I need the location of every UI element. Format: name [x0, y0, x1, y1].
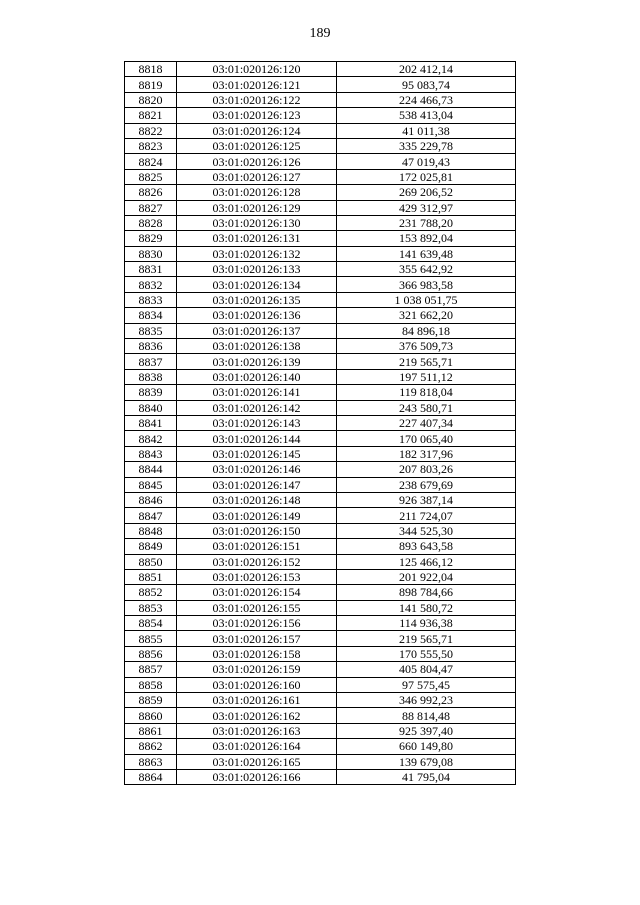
table-row: [125, 754, 516, 769]
value-cell: 926 387,14: [337, 492, 516, 507]
row-number-cell: 8831: [125, 262, 177, 277]
cadastral-number-cell: 03:01:020126:142: [177, 400, 337, 415]
value-cell: 346 992,23: [337, 693, 516, 708]
row-number-cell: 8828: [125, 215, 177, 230]
cadastral-number-cell: 03:01:020126:141: [177, 385, 337, 400]
row-number-cell: 8836: [125, 339, 177, 354]
cadastral-number-cell: 03:01:020126:143: [177, 415, 337, 430]
table-row: [125, 431, 516, 446]
cadastral-number-cell: 03:01:020126:124: [177, 123, 337, 138]
value-cell: 170 555,50: [337, 646, 516, 661]
cadastral-number-cell: 03:01:020126:150: [177, 523, 337, 538]
table-row: [125, 723, 516, 738]
row-number-cell: 8851: [125, 569, 177, 584]
row-number-cell: 8827: [125, 200, 177, 215]
value-cell: 355 642,92: [337, 262, 516, 277]
value-cell: 141 639,48: [337, 246, 516, 261]
table-row: [125, 523, 516, 538]
cadastral-number-cell: 03:01:020126:134: [177, 277, 337, 292]
cadastral-number-cell: 03:01:020126:130: [177, 215, 337, 230]
cadastral-number-cell: 03:01:020126:158: [177, 646, 337, 661]
row-number-cell: 8823: [125, 138, 177, 153]
value-cell: 207 803,26: [337, 462, 516, 477]
cadastral-number-cell: 03:01:020126:136: [177, 308, 337, 323]
row-number-cell: 8833: [125, 292, 177, 307]
cadastral-number-cell: 03:01:020126:154: [177, 585, 337, 600]
cadastral-number-cell: 03:01:020126:135: [177, 292, 337, 307]
value-cell: 197 511,12: [337, 369, 516, 384]
table-row: [125, 708, 516, 723]
value-cell: 153 892,04: [337, 231, 516, 246]
cadastral-number-cell: 03:01:020126:120: [177, 62, 337, 77]
row-number-cell: 8838: [125, 369, 177, 384]
row-number-cell: 8825: [125, 169, 177, 184]
row-number-cell: 8830: [125, 246, 177, 261]
value-cell: 243 580,71: [337, 400, 516, 415]
value-cell: 224 466,73: [337, 92, 516, 107]
row-number-cell: 8839: [125, 385, 177, 400]
value-cell: 139 679,08: [337, 754, 516, 769]
cadastral-number-cell: 03:01:020126:151: [177, 539, 337, 554]
cadastral-number-cell: 03:01:020126:138: [177, 339, 337, 354]
table-row: [125, 215, 516, 230]
value-cell: 41 795,04: [337, 769, 516, 784]
cadastral-number-cell: 03:01:020126:125: [177, 138, 337, 153]
table-row: [125, 600, 516, 615]
row-number-cell: 8821: [125, 108, 177, 123]
table-row: [125, 769, 516, 784]
table-row: [125, 200, 516, 215]
row-number-cell: 8858: [125, 677, 177, 692]
cadastral-number-cell: 03:01:020126:155: [177, 600, 337, 615]
table-row: [125, 554, 516, 569]
row-number-cell: 8818: [125, 62, 177, 77]
row-number-cell: 8852: [125, 585, 177, 600]
table-row: [125, 62, 516, 77]
value-cell: 170 065,40: [337, 431, 516, 446]
cadastral-number-cell: 03:01:020126:147: [177, 477, 337, 492]
value-cell: 893 643,58: [337, 539, 516, 554]
row-number-cell: 8854: [125, 616, 177, 631]
value-cell: 125 466,12: [337, 554, 516, 569]
value-cell: 95 083,74: [337, 77, 516, 92]
cadastral-number-cell: 03:01:020126:131: [177, 231, 337, 246]
row-number-cell: 8860: [125, 708, 177, 723]
table-row: [125, 123, 516, 138]
table-row: [125, 308, 516, 323]
row-number-cell: 8853: [125, 600, 177, 615]
value-cell: 182 317,96: [337, 446, 516, 461]
row-number-cell: 8834: [125, 308, 177, 323]
row-number-cell: 8863: [125, 754, 177, 769]
cadastral-number-cell: 03:01:020126:152: [177, 554, 337, 569]
row-number-cell: 8848: [125, 523, 177, 538]
value-cell: 211 724,07: [337, 508, 516, 523]
value-cell: 97 575,45: [337, 677, 516, 692]
table-row: [125, 739, 516, 754]
table-row: [125, 108, 516, 123]
value-cell: 47 019,43: [337, 154, 516, 169]
cadastral-number-cell: 03:01:020126:163: [177, 723, 337, 738]
table-row: [125, 569, 516, 584]
table-row: [125, 292, 516, 307]
table-row: [125, 77, 516, 92]
cadastral-number-cell: 03:01:020126:159: [177, 662, 337, 677]
row-number-cell: 8819: [125, 77, 177, 92]
cadastral-number-cell: 03:01:020126:128: [177, 185, 337, 200]
row-number-cell: 8843: [125, 446, 177, 461]
value-cell: 321 662,20: [337, 308, 516, 323]
table-row: [125, 138, 516, 153]
cadastral-number-cell: 03:01:020126:156: [177, 616, 337, 631]
table-row: [125, 92, 516, 107]
table-row: [125, 277, 516, 292]
page-number: 189: [309, 26, 331, 41]
cadastral-number-cell: 03:01:020126:127: [177, 169, 337, 184]
registry-table-body: [125, 62, 516, 785]
table-row: [125, 354, 516, 369]
table-row: [125, 539, 516, 554]
table-row: [125, 246, 516, 261]
value-cell: 41 011,38: [337, 123, 516, 138]
table-row: [125, 585, 516, 600]
cadastral-number-cell: 03:01:020126:165: [177, 754, 337, 769]
row-number-cell: 8859: [125, 693, 177, 708]
row-number-cell: 8847: [125, 508, 177, 523]
table-row: [125, 415, 516, 430]
row-number-cell: 8862: [125, 739, 177, 754]
value-cell: 119 818,04: [337, 385, 516, 400]
table-row: [125, 323, 516, 338]
row-number-cell: 8829: [125, 231, 177, 246]
row-number-cell: 8864: [125, 769, 177, 784]
table-row: [125, 646, 516, 661]
row-number-cell: 8844: [125, 462, 177, 477]
value-cell: 141 580,72: [337, 600, 516, 615]
table-row: [125, 339, 516, 354]
cadastral-number-cell: 03:01:020126:129: [177, 200, 337, 215]
value-cell: 1 038 051,75: [337, 292, 516, 307]
value-cell: 114 936,38: [337, 616, 516, 631]
row-number-cell: 8841: [125, 415, 177, 430]
value-cell: 405 804,47: [337, 662, 516, 677]
row-number-cell: 8857: [125, 662, 177, 677]
cadastral-number-cell: 03:01:020126:162: [177, 708, 337, 723]
row-number-cell: 8846: [125, 492, 177, 507]
value-cell: 335 229,78: [337, 138, 516, 153]
row-number-cell: 8822: [125, 123, 177, 138]
cadastral-number-cell: 03:01:020126:160: [177, 677, 337, 692]
row-number-cell: 8855: [125, 631, 177, 646]
value-cell: 269 206,52: [337, 185, 516, 200]
table-row: [125, 262, 516, 277]
cadastral-number-cell: 03:01:020126:164: [177, 739, 337, 754]
cadastral-number-cell: 03:01:020126:139: [177, 354, 337, 369]
row-number-cell: 8840: [125, 400, 177, 415]
row-number-cell: 8849: [125, 539, 177, 554]
cadastral-number-cell: 03:01:020126:153: [177, 569, 337, 584]
cadastral-number-cell: 03:01:020126:121: [177, 77, 337, 92]
table-row: [125, 662, 516, 677]
value-cell: 429 312,97: [337, 200, 516, 215]
value-cell: 660 149,80: [337, 739, 516, 754]
row-number-cell: 8824: [125, 154, 177, 169]
cadastral-number-cell: 03:01:020126:140: [177, 369, 337, 384]
row-number-cell: 8861: [125, 723, 177, 738]
value-cell: 219 565,71: [337, 354, 516, 369]
cadastral-number-cell: 03:01:020126:132: [177, 246, 337, 261]
row-number-cell: 8837: [125, 354, 177, 369]
cadastral-number-cell: 03:01:020126:145: [177, 446, 337, 461]
value-cell: 231 788,20: [337, 215, 516, 230]
cadastral-number-cell: 03:01:020126:148: [177, 492, 337, 507]
table-row: [125, 385, 516, 400]
value-cell: 227 407,34: [337, 415, 516, 430]
table-row: [125, 185, 516, 200]
cadastral-number-cell: 03:01:020126:157: [177, 631, 337, 646]
row-number-cell: 8856: [125, 646, 177, 661]
table-row: [125, 462, 516, 477]
value-cell: 84 896,18: [337, 323, 516, 338]
value-cell: 88 814,48: [337, 708, 516, 723]
value-cell: 925 397,40: [337, 723, 516, 738]
row-number-cell: 8842: [125, 431, 177, 446]
row-number-cell: 8826: [125, 185, 177, 200]
cadastral-number-cell: 03:01:020126:123: [177, 108, 337, 123]
table-row: [125, 400, 516, 415]
table-row: [125, 231, 516, 246]
value-cell: 172 025,81: [337, 169, 516, 184]
value-cell: 366 983,58: [337, 277, 516, 292]
row-number-cell: 8820: [125, 92, 177, 107]
table-row: [125, 492, 516, 507]
value-cell: 538 413,04: [337, 108, 516, 123]
cadastral-number-cell: 03:01:020126:133: [177, 262, 337, 277]
value-cell: 376 509,73: [337, 339, 516, 354]
table-row: [125, 169, 516, 184]
table-row: [125, 508, 516, 523]
value-cell: 202 412,14: [337, 62, 516, 77]
cadastral-number-cell: 03:01:020126:137: [177, 323, 337, 338]
value-cell: 201 922,04: [337, 569, 516, 584]
cadastral-number-cell: 03:01:020126:144: [177, 431, 337, 446]
cadastral-number-cell: 03:01:020126:122: [177, 92, 337, 107]
table-row: [125, 631, 516, 646]
value-cell: 344 525,30: [337, 523, 516, 538]
table-row: [125, 616, 516, 631]
row-number-cell: 8832: [125, 277, 177, 292]
table-row: [125, 677, 516, 692]
value-cell: 219 565,71: [337, 631, 516, 646]
cadastral-number-cell: 03:01:020126:146: [177, 462, 337, 477]
cadastral-number-cell: 03:01:020126:149: [177, 508, 337, 523]
row-number-cell: 8845: [125, 477, 177, 492]
table-row: [125, 693, 516, 708]
value-cell: 898 784,66: [337, 585, 516, 600]
row-number-cell: 8835: [125, 323, 177, 338]
cadastral-number-cell: 03:01:020126:126: [177, 154, 337, 169]
table-row: [125, 477, 516, 492]
row-number-cell: 8850: [125, 554, 177, 569]
registry-table: [124, 61, 516, 785]
cadastral-number-cell: 03:01:020126:161: [177, 693, 337, 708]
cadastral-number-cell: 03:01:020126:166: [177, 769, 337, 784]
table-row: [125, 446, 516, 461]
value-cell: 238 679,69: [337, 477, 516, 492]
table-row: [125, 369, 516, 384]
table-row: [125, 154, 516, 169]
